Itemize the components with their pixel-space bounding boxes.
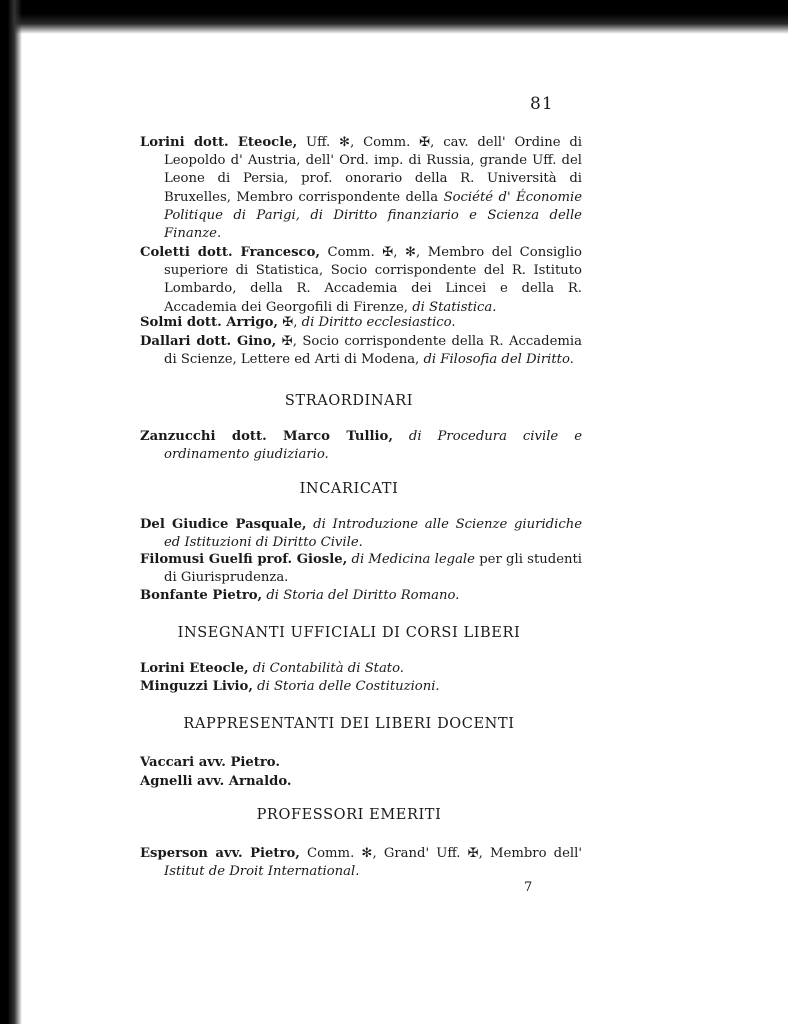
section-heading-emeriti: PROFESSORI EMERITI [256, 807, 442, 823]
person-name: Lorini Eteocle, [140, 661, 249, 676]
entry-details: ✠, Socio corrispondente della R. Accademia di Scienze, Lettere ed Arti di Modena, [164, 334, 582, 368]
person-name: Filomusi Guelfi prof. Giosle, [140, 552, 348, 567]
person-name: Esperson avv. Pietro, [140, 846, 300, 861]
entry-solmi [140, 314, 582, 332]
person-name: Vaccari avv. Pietro. [140, 755, 280, 770]
section-heading-straordinari: STRAORDINARI [284, 393, 414, 409]
entry-zanzucchi [140, 428, 582, 464]
entry-details: per gli studenti di Giurisprudenza. [164, 552, 583, 586]
person-name: Solmi dott. Arrigo, [140, 315, 279, 330]
entry-filomusi [140, 551, 582, 587]
signature-mark: 7 [524, 880, 533, 895]
scan-edge-left [0, 0, 22, 1024]
entry-lorini [140, 134, 582, 243]
person-name: Bonfante Pietro, [140, 588, 263, 603]
section-heading-incaricati: INCARICATI [299, 481, 399, 497]
entry-details: ✠, [278, 315, 302, 330]
entry-subject: di Introduzione alle Scienze giuridiche ed Istituzioni di Diritto Civile. [164, 517, 583, 551]
section-heading-insegnanti: INSEGNANTI UFFICIALI DI CORSI LIBERI [177, 625, 521, 641]
entry-details: Comm. ✠, ✻, Membro del Consiglio superiore di Statistica, Socio corrispondente del R. Istituto Lombardo, della R. Accademia dei Lincei e della R. Accademia dei Georgofili di Firenze, [164, 245, 582, 315]
person-name: Minguzzi Livio, [140, 679, 253, 694]
page-number: 81 [530, 94, 554, 114]
person-name: Lorini dott. Eteocle, [140, 135, 298, 150]
person-name: Coletti dott. Francesco, [140, 245, 320, 260]
person-name: Dallari dott. Gino, [140, 334, 277, 349]
entry-subject: di Contabilità di Stato. [248, 661, 405, 676]
entry-minguzzi [140, 678, 582, 696]
entry-details: Comm. ✻, Grand' Uff. ✠, Membro dell' [299, 846, 582, 861]
entry-subject: di Medicina legale [347, 552, 475, 567]
entry-agnelli [140, 773, 582, 791]
entry-subject: di Storia del Diritto Romano. [262, 588, 460, 603]
entry-subject: di Filosofia del Diritto. [423, 352, 574, 368]
entry-lorini-2 [140, 660, 582, 678]
entry-esperson [140, 845, 582, 881]
entry-subject: di Procedura civile e ordinamento giudiziario. [164, 429, 582, 463]
entry-details: Uff. ✻, Comm. ✠, cav. dell' Ordine di Leopoldo d' Austria, dell' Ord. imp. di Russia, grande Uff. del Leone di Persia, prof. onorario della R. Università di Bruxelles, Membro corrispondente della [164, 135, 582, 205]
entry-subject: di Statistica. [412, 299, 497, 315]
person-name: Zanzucchi dott. Marco Tullio, [140, 429, 393, 444]
entry-bonfante [140, 587, 582, 605]
entry-subject: di Storia delle Costituzioni. [252, 679, 440, 694]
entry-subject: Société d' Économie Politique di Parigi, di Diritto finanziario e Scienza delle Finanze. [164, 189, 582, 242]
entry-subject: Istitut de Droit International. [164, 864, 360, 880]
entry-vaccari [140, 754, 582, 772]
entry-dallari [140, 333, 582, 369]
entry-del-giudice [140, 516, 582, 552]
scan-edge-top [0, 0, 788, 34]
person-name: Agnelli avv. Arnaldo. [140, 774, 292, 789]
entry-coletti [140, 244, 582, 317]
entry-subject: di Diritto ecclesiastico. [301, 315, 456, 330]
section-heading-rappresentanti: RAPPRESENTANTI DEI LIBERI DOCENTI [183, 716, 515, 732]
person-name: Del Giudice Pasquale, [140, 517, 307, 532]
